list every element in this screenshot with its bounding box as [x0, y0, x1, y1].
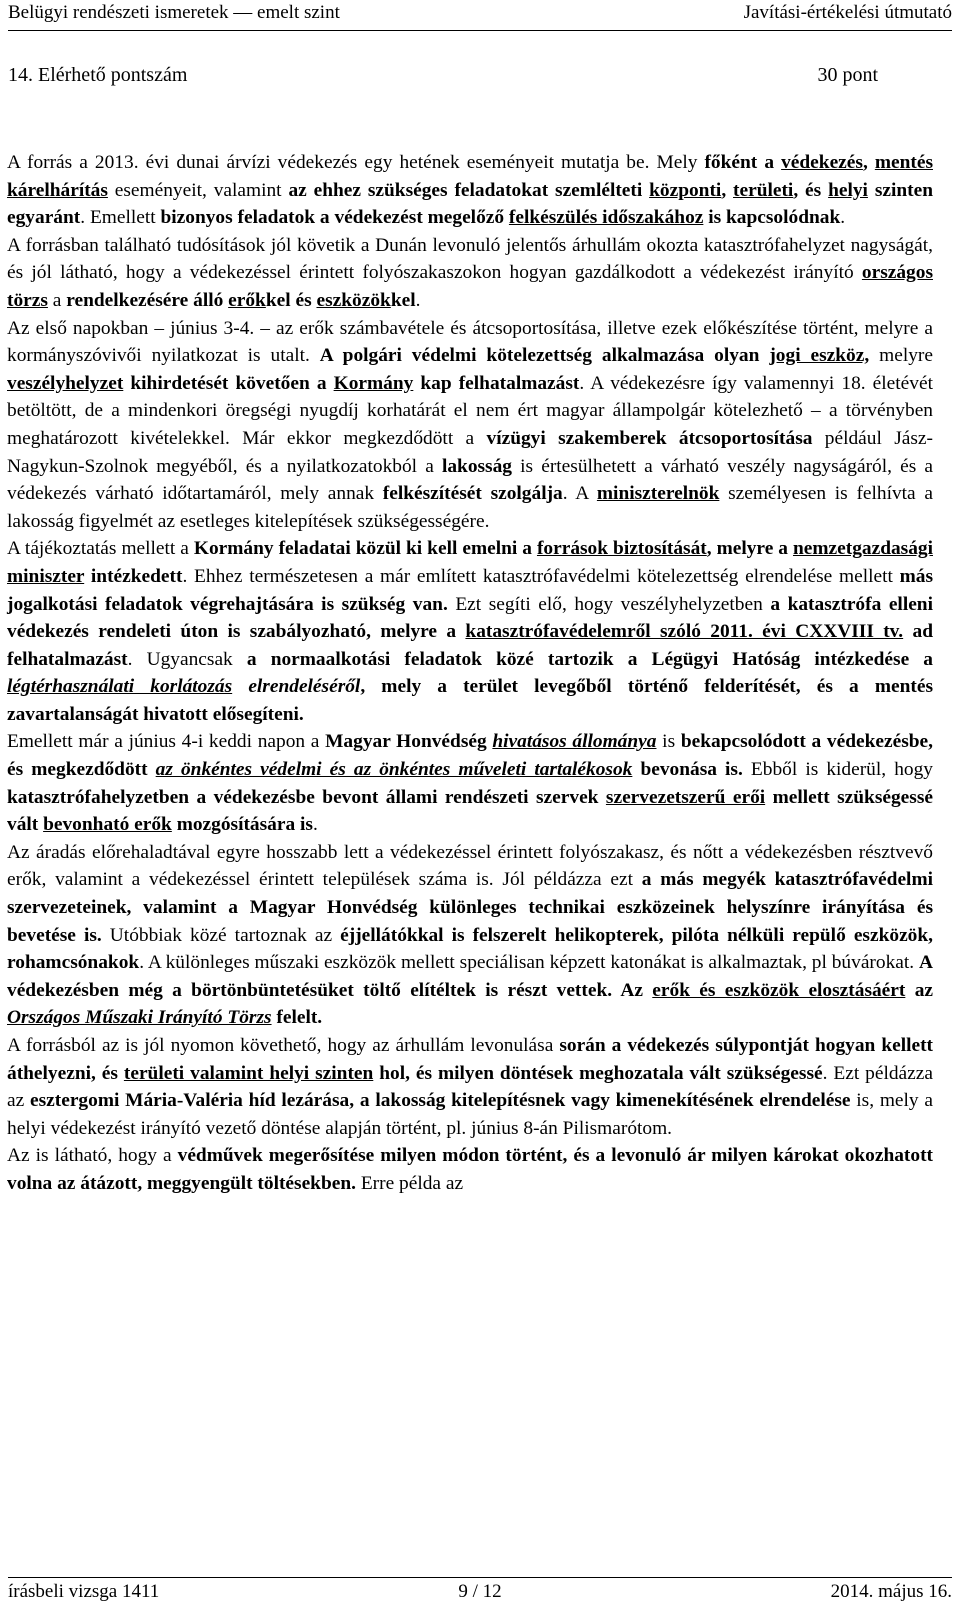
text-run: jogi eszköz,	[769, 345, 870, 367]
text-run: szervezetszerű erői	[605, 786, 766, 808]
text-run: Utóbbiak közé tartoznak az	[101, 924, 341, 946]
text-run: is értesülhetett a várható veszély nagyságáról, és a védekezés várható időtartamáról, mely annak	[7, 455, 933, 505]
text-run: eseményeit, valamint	[107, 179, 289, 201]
text-run: mentés	[874, 152, 933, 173]
text-run: intézkedett	[84, 565, 183, 587]
header-subject: Belügyi rendészeti ismeretek — emelt szint	[8, 2, 340, 23]
text-run: , és	[793, 179, 829, 201]
text-run: Kormány	[333, 372, 414, 394]
text-run: felelt.	[271, 1007, 323, 1029]
text-run: más jogalkotási feladatok végrehajtására is szükség van.	[7, 565, 933, 615]
text-run: bizonyos feladatok a védekezést megelőző	[160, 207, 509, 229]
page-header	[8, 0, 952, 31]
text-run: .	[840, 207, 846, 229]
text-run: kihirdetését követően a	[123, 372, 334, 394]
text-run: Az áradás előrehaladtával egyre hosszabb lett a védekezéssel érintett folyószakasz, és nőtt a védekezésben résztvevő erők, valamint a védekezéssel érintett települések száma is. Jól példázza ezt	[7, 841, 933, 891]
answer-paragraph	[7, 1142, 933, 1197]
text-run: is	[656, 731, 681, 753]
text-run: központi	[649, 179, 722, 201]
footer-exam-code: írásbeli vizsga 1411	[8, 1581, 160, 1602]
text-run: katasztrófahelyzetben a védekezésbe bevont állami rendészeti szervek	[7, 786, 606, 808]
text-run: . A különleges műszaki eszközök mellett speciálisan képzett katonákat is alkalmaztak, pl búvárokat.	[139, 952, 919, 974]
text-run: A tájékoztatás mellett a	[7, 538, 194, 560]
answer-paragraph	[7, 315, 933, 536]
text-run: felkészülés időszakához	[508, 207, 704, 229]
text-run: esztergomi Mária-Valéria híd lezárása, a lakosság kitelepítésnek vagy kimenekítésének elrendelése	[30, 1090, 851, 1112]
footer-page-number: 9 / 12	[458, 1581, 502, 1602]
text-run: A forrásban található tudósítások jól követik a Dunán levonuló jelentős árhullám okozta katasztrófahelyzet nagyságát, és jól látható, hogy a védekezéssel érintett folyószakaszokon hogyan gazdálkodott a védekezést irányító	[7, 234, 933, 284]
text-run: a normaalkotási feladatok közé tartozik a Légügyi Hatóság intézkedése a	[246, 648, 933, 670]
text-run: az	[905, 979, 933, 1001]
text-run: Országos Műszaki Irányító Törzs	[7, 1007, 272, 1029]
text-run: rendelkezésére álló	[66, 289, 229, 311]
footer-date: 2014. május 16.	[830, 1581, 952, 1602]
text-run: eszközök	[316, 289, 391, 311]
text-run: erők és eszközök elosztásáért	[652, 979, 906, 1001]
text-run: melyre	[869, 345, 933, 367]
text-run: A védekezésben még a börtönbüntetésüket töltő elítéltek is részt vettek. Az	[7, 952, 933, 1001]
score-line	[8, 64, 878, 87]
text-run: ad felhatalmazást	[7, 621, 933, 670]
text-run: főként	[704, 152, 758, 173]
text-run: Az is látható, hogy a	[7, 1145, 178, 1167]
text-run: bevonható erők	[43, 814, 172, 836]
text-run: Magyar Honvédség	[325, 731, 493, 753]
text-run: . Ezt példázza az	[7, 1062, 933, 1112]
text-run: A forrás a 2013. évi dunai árvízi védekezés egy hetének eseményeit mutatja be. Mely	[7, 152, 705, 173]
text-run: éjjellátókkal is felszerelt helikopterek, pilóta nélküli repülő eszközök, rohamcsónakok	[7, 924, 933, 974]
text-run: A polgári védelmi kötelezettség alkalmazása olyan	[319, 345, 770, 367]
answer-body	[7, 149, 933, 1198]
text-run: Ebből is kiderül, hogy	[742, 759, 933, 781]
text-run: vízügyi szakemberek átcsoportosítása	[486, 427, 813, 449]
text-run: az ehhez szükséges feladatokat szemlélteti	[288, 179, 643, 201]
text-run: a	[47, 289, 67, 311]
text-run: például Jász-Nagykun-Szolnok megyéből, és a nyilatkozatokból a	[7, 427, 933, 477]
text-run	[232, 676, 248, 697]
text-run: .	[415, 289, 421, 311]
text-run: légtérhasználati korlátozás	[7, 676, 233, 698]
answer-paragraph	[7, 839, 933, 1032]
text-run: is kapcsolódnak	[703, 207, 841, 229]
text-run: a katasztrófa elleni védekezés rendeleti úton is szabályozható, melyre a	[7, 593, 933, 643]
text-run: kárelhárítás	[7, 179, 108, 201]
text-run: mozgósítására is	[171, 814, 313, 836]
score-points: 30 pont	[817, 64, 878, 86]
text-run: hol, és milyen döntések meghozatala vált szükségessé	[373, 1062, 823, 1084]
text-run: .	[312, 814, 318, 836]
text-run: katasztrófavédelemről szóló 2011. évi CXXVIII tv.	[465, 621, 904, 643]
text-run: , mely a terület levegőből történő felderítését, és a mentés zavartalanságát hivatott elősegíteni.	[7, 676, 934, 725]
answer-paragraph	[7, 728, 933, 838]
text-run: is, mely a helyi védekezést irányító vezető döntése alapján történt, pl. június 8-án Pilismarótom.	[7, 1090, 934, 1139]
text-run: kel	[390, 289, 416, 311]
text-run: az önkéntes védelmi és az önkéntes műveleti tartalékosok	[155, 759, 633, 781]
text-run: . A	[562, 483, 597, 505]
text-run: lakosság	[441, 455, 512, 477]
answer-paragraph	[7, 149, 933, 232]
text-run: során a védekezés súlypontját hogyan kellett áthelyezni, és	[7, 1035, 934, 1084]
text-run: , melyre a	[706, 538, 793, 560]
answer-paragraph	[7, 1032, 933, 1142]
text-run: területi valamint helyi szinten	[123, 1062, 374, 1084]
text-run: felkészítését szolgálja	[382, 483, 563, 505]
text-run: miniszterelnök	[596, 483, 720, 505]
text-run: Emellett már a június 4-i keddi napon a	[7, 731, 326, 753]
text-run: védművek megerősítése milyen módon történt, és a levonuló ár milyen károkat okozhatott volna az átázott, meggyengült töltésekben.	[7, 1145, 933, 1194]
text-run: kap felhatalmazást	[413, 372, 580, 394]
text-run: források biztosítását	[536, 538, 707, 560]
text-run: . Ehhez természetesen a már említett katasztrófavédelmi kötelezettség elrendelése mellett	[182, 565, 900, 587]
answer-paragraph	[7, 535, 933, 728]
text-run: a	[764, 152, 775, 173]
text-run: ,	[721, 179, 734, 201]
header-doc-type: Javítási-értékelési útmutató	[743, 2, 952, 23]
text-run: bekapcsolódott a védekezésbe, és megkezdődött	[7, 731, 933, 781]
text-run: Ezt segíti elő, hogy veszélyhelyzetben	[447, 593, 771, 615]
text-run: Erre példa az	[355, 1172, 464, 1194]
text-run: erők	[228, 289, 266, 311]
text-run: Kormány feladatai közül ki kell emelni a	[193, 538, 537, 560]
text-run: A forrásból az is jól nyomon követhető, hogy az árhullám levonulása	[7, 1035, 560, 1056]
text-run: hivatásos állománya	[492, 731, 657, 753]
text-run: területi	[733, 179, 794, 201]
text-run: védekezés	[781, 152, 863, 173]
text-run: a más megyék katasztrófavédelmi szervezeteinek, valamint a Magyar Honvédség különleges technikai eszközeinek helyszínre irányítása és bevetése is.	[7, 869, 933, 946]
text-run: helyi	[828, 179, 868, 201]
text-run: elrendeléséről	[248, 676, 361, 698]
text-run: . Emellett	[80, 207, 161, 229]
text-run: Az első napokban – június 3-4. – az erők számbavétele és átcsoportosítása, illetve ezek előkészítése történt, melyre a kormányszóvivői nyilatkozat is utalt.	[7, 317, 933, 367]
answer-paragraph	[7, 232, 933, 315]
text-run: veszélyhelyzet	[7, 372, 124, 394]
text-run: . Ugyancsak	[127, 648, 247, 670]
text-run: ,	[862, 152, 875, 173]
text-run: kel és	[265, 289, 317, 311]
text-run: nemzetgazdasági miniszter	[7, 538, 933, 587]
text-run: . A védekezésre így valamennyi 18. életévét betöltött, de a mindenkori öregségi nyugdíj korhatárát el nem ért magyar állampolgár kötelezhető – a törvényben meghatározott kivételekkel. Már ekkor megkezdődött a	[7, 372, 933, 449]
page-footer	[8, 1577, 952, 1610]
text-run: személyesen is felhívta a lakosság figyelmét az esetleges kitelepítések szükségességére.	[7, 483, 933, 532]
text-run: bevonása is.	[632, 759, 743, 781]
score-label: 14. Elérhető pontszám	[8, 64, 188, 86]
text-run: mellett szükségessé vált	[7, 786, 933, 836]
text-run: szinten egyaránt	[7, 179, 933, 229]
text-run: országos törzs	[7, 262, 933, 311]
